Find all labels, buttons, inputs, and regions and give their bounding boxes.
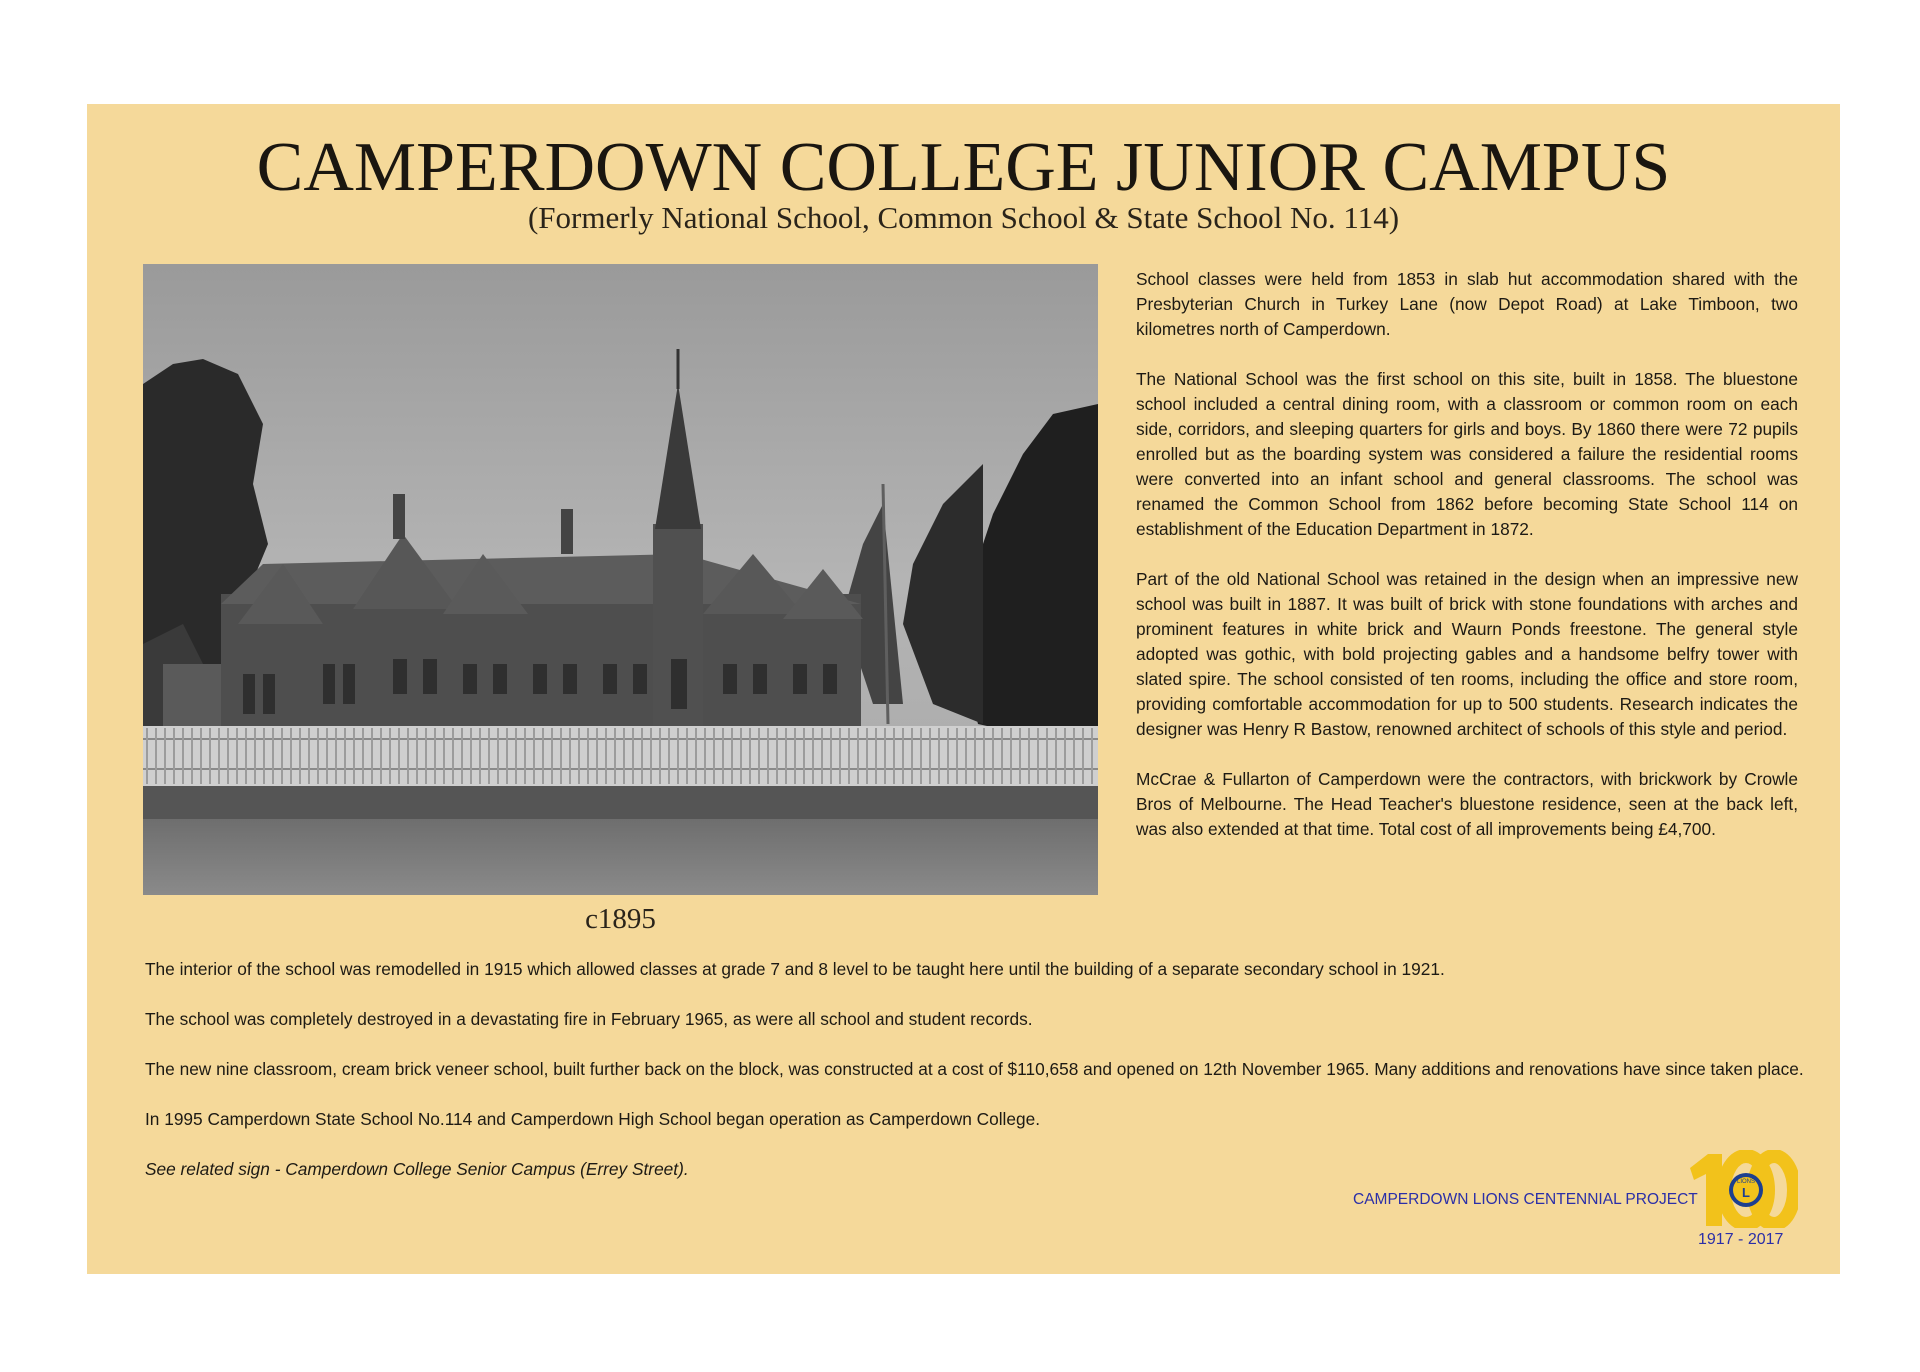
history-paragraph-1858: The National School was the first school on this site, built in 1858. The bluestone school included a central dining room, with a classroom or common room on each side, corridors, and sleeping quarters for girls and boys. By 1860 there were 72 pupils enrolled but as the boarding system was considered a failure the residential rooms were converted into an infant school and general classrooms. The school was renamed the Common School from 1862 before becoming State School 114 on establishment of the Education Department in 1872. (1136, 369, 1798, 539)
history-paragraph-contractors: McCrae & Fullarton of Camperdown were the contractors, with brickwork by Crowle Bros of Melbourne. The Head Teacher's bluestone residence, seen at the back left, was also extended at that time. Total cost of all improvements being £4,700. (1136, 769, 1798, 839)
photo-caption: c1895 (585, 903, 656, 935)
sign-subtitle: (Formerly National School, Common School & State School No. 114) (527, 200, 1400, 235)
centennial-years: 1917 - 2017 (1698, 1231, 1784, 1248)
history-paragraph-new-school: The new nine classroom, cream brick veneer school, built further back on the block, was constructed at a cost of $110,658 and opened on 12th November 1965. Many additions and renovations have since taken place. (145, 1059, 1804, 1079)
lions-centennial-logo (1688, 1150, 1798, 1228)
history-paragraph-1995: In 1995 Camperdown State School No.114 and Camperdown High School began operation as Camperdown College. (145, 1109, 1041, 1129)
svg-text:L: L (1742, 1185, 1750, 1200)
later-history-section (145, 957, 1805, 1207)
history-paragraph-1853: School classes were held from 1853 in slab hut accommodation shared with the Presbyterian Church in Turkey Lane (now Depot Road) at Lake Timboon, two kilometres north of Camperdown. (1136, 269, 1798, 339)
lions-emblem-text: LIONS (1736, 1179, 1756, 1185)
related-sign-note: See related sign - Camperdown College Senior Campus (Errey Street). (145, 1159, 689, 1179)
history-paragraph-1915: The interior of the school was remodelled in 1915 which allowed classes at grade 7 and 8 level to be taught here until the building of a separate secondary school in 1921. (145, 959, 1445, 979)
lions-project-label: CAMPERDOWN LIONS CENTENNIAL PROJECT (1353, 1191, 1698, 1208)
historic-school-photo (143, 264, 1098, 895)
history-paragraph-fire: The school was completely destroyed in a devastating fire in February 1965, as were all school and student records. (145, 1009, 1033, 1029)
history-text-column (1136, 267, 1798, 867)
heritage-sign (87, 104, 1840, 1274)
history-paragraph-1887: Part of the old National School was retained in the design when an impressive new school was built in 1887. It was built of brick with stone foundations with arches and prominent features in white brick and Waurn Ponds freestone. The general style adopted was gothic, with bold projecting gables and a handsome belfry tower with slated spire. The school consisted of ten rooms, including the office and store room, providing comfortable accommodation for up to 500 students. Research indicates the designer was Henry R Bastow, renowned architect of schools of this style and period. (1136, 569, 1798, 739)
sign-title: CAMPERDOWN COLLEGE JUNIOR CAMPUS (256, 129, 1671, 206)
